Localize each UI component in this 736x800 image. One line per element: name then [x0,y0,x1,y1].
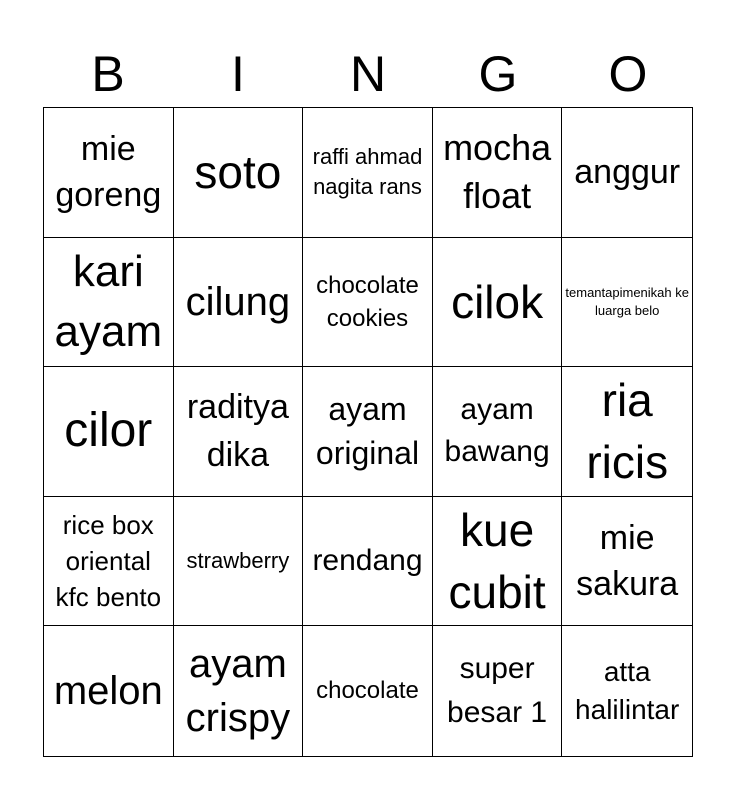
bingo-cell[interactable] [174,497,304,627]
cell-text: cilok [451,275,544,328]
cell-text: rice box oriental kfc bento [55,510,162,613]
bingo-cell[interactable] [433,626,563,756]
bingo-cell[interactable] [433,238,563,368]
bingo-cell[interactable] [303,108,433,238]
cell-text: chocolate cookies [316,271,419,332]
bingo-cell[interactable] [562,108,692,238]
bingo-cell[interactable] [303,497,433,627]
bingo-cell[interactable] [562,238,692,368]
header-letter-g: G [478,46,518,102]
bingo-cell[interactable] [174,626,304,756]
cell-text: super besar 1 [447,652,548,730]
cell-text: mie sakura [576,519,679,604]
cell-text: mie goreng [55,130,162,215]
cell-text: temantapimenikah keluarga belo [565,284,689,318]
bingo-cell[interactable] [174,367,304,497]
bingo-cell[interactable] [433,367,563,497]
bingo-cell[interactable] [174,108,304,238]
cell-text: kue cubit [448,504,546,619]
bingo-header [43,42,693,106]
cell-text: raffi ahmad nagita rans [312,144,423,200]
header-letter-b: B [91,46,125,102]
bingo-cell[interactable] [44,108,174,238]
bingo-cell[interactable] [562,626,692,756]
bingo-cell[interactable] [562,367,692,497]
bingo-cell[interactable] [44,626,174,756]
header-letter-o: O [608,46,648,102]
bingo-cell[interactable] [303,367,433,497]
cell-text: raditya dika [186,388,289,475]
cell-text: soto [194,146,282,199]
bingo-cell[interactable] [44,367,174,497]
cell-text: ayam crispy [185,642,291,741]
cell-text: atta halilintar [575,656,680,726]
bingo-cell[interactable] [44,238,174,368]
bingo-cell[interactable] [433,497,563,627]
bingo-board [43,107,693,757]
cell-text: ayam bawang [444,393,550,469]
cell-text: anggur [574,153,681,192]
bingo-cell[interactable] [562,497,692,627]
bingo-cell[interactable] [303,238,433,368]
bingo-cell[interactable] [174,238,304,368]
cell-text: cilor [64,404,153,458]
header-letter-n: N [349,46,387,102]
cell-text: chocolate [316,677,419,705]
bingo-cell[interactable] [303,626,433,756]
header-letter-i: I [231,46,245,102]
cell-text: kari ayam [54,246,163,356]
bingo-cell[interactable] [433,108,563,238]
cell-text: mocha float [443,127,552,217]
cell-text: ayam original [315,391,420,472]
cell-text: strawberry [186,548,290,574]
cell-text: rendang [312,544,423,578]
cell-text: cilung [185,279,291,324]
cell-text: melon [53,669,163,714]
cell-text: ria ricis [586,374,669,489]
bingo-cell[interactable] [44,497,174,627]
